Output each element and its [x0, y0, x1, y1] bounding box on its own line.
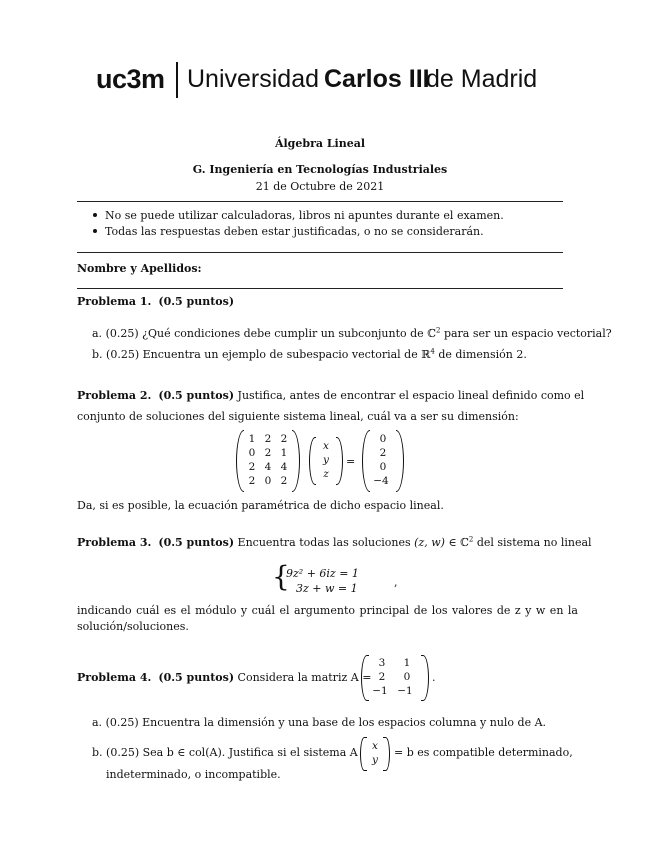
instruction-item: Todas las respuestas deben estar justificadas, o no se considerarán. [93, 225, 484, 239]
problem2-line2: conjunto de soluciones del siguiente sistema lineal, cuál va a ser su dimensión: [77, 410, 519, 423]
problem4-part-b-line2: indeterminado, o incompatible. [106, 768, 281, 781]
problem4-part-b: b. (0.25) Sea b ∈ col(A). Justifica si el sistema A [92, 746, 358, 759]
vector-cell: z [323, 468, 329, 480]
problem4-variable-vector [360, 737, 390, 771]
problem4-part-b-cont: = b es compatible determinado, [394, 746, 573, 759]
exam-title: Álgebra Lineal [274, 137, 366, 150]
equation-1: 9z² + 6iz = 1 [286, 567, 359, 580]
problem3-line1: Problema 3. (0.5 puntos) Encuentra todas las soluciones (z, w) ∈ ℂ$^2$ del sistema no lineal [77, 535, 592, 549]
problem4-heading: Problema 4. (0.5 puntos) Considera la matriz A = [77, 671, 372, 684]
problem4-part-a: a. (0.25) Encuentra la dimensión y una base de los espacios columna y nulo de A. [92, 716, 547, 729]
logo-university-suffix: de Madrid [426, 65, 538, 93]
matrix-cell: 2 [264, 447, 272, 459]
matrix-cell: 2 [248, 475, 256, 487]
right-paren [336, 437, 343, 485]
matrix-cell: 4 [280, 461, 288, 473]
problem3-system [272, 560, 412, 599]
problem2-rhs-vector [362, 430, 404, 492]
matrix-cell: 1 [280, 447, 288, 459]
problem2-line1: Problema 2. (0.5 puntos) Justifica, antes de encontrar el espacio lineal definido como el [77, 389, 585, 402]
matrix-cell: 2 [280, 475, 288, 487]
vector-cell: x [372, 740, 378, 752]
equation-2: 3z + w = 1 [296, 582, 358, 595]
matrix-cell: 3 [378, 657, 386, 669]
right-paren [292, 430, 300, 492]
divider-middle [77, 252, 563, 253]
system-comma: , [394, 576, 398, 589]
matrix-cell: 2 [248, 461, 256, 473]
vector-cell: y [372, 754, 378, 766]
right-paren [421, 655, 429, 701]
problem1-part-b: b. (0.25) Encuentra un ejemplo de subespacio vectorial de ℝ$^4$ de dimensión 2. [92, 347, 527, 361]
vector-cell: −4 [373, 475, 389, 487]
right-paren [383, 737, 390, 771]
name-label: Nombre y Apellidos: [77, 262, 202, 275]
matrix-cell: 0 [264, 475, 272, 487]
exam-degree: G. Ingeniería en Tecnologías Industriales [192, 163, 448, 176]
left-paren [361, 655, 369, 701]
problem2-after: Da, si es posible, la ecuación paramétrica de dicho espacio lineal. [77, 499, 444, 512]
matrix-cell: 2 [264, 433, 272, 445]
problem3-after-line1: indicando cuál es el módulo y cuál el argumento principal de los valores de z y w en la [77, 604, 578, 617]
vector-cell: x [323, 440, 329, 452]
problem4-period: . [432, 671, 436, 684]
university-logo [96, 60, 556, 100]
problem3-after-line2: solución/soluciones. [77, 620, 189, 633]
instruction-item: No se puede utilizar calculadoras, libros ni apuntes durante el examen. [93, 209, 504, 223]
matrix-cell: 1 [403, 657, 411, 669]
matrix-cell: 2 [280, 433, 288, 445]
vector-cell: 0 [379, 433, 387, 445]
vector-cell: y [323, 454, 329, 466]
matrix-cell: 1 [248, 433, 256, 445]
divider-bottom [77, 288, 563, 289]
right-paren [396, 430, 404, 492]
left-brace: { [272, 560, 290, 593]
vector-cell: 0 [379, 461, 387, 473]
vector-cell: 2 [379, 447, 387, 459]
left-paren [309, 437, 316, 485]
left-paren [362, 430, 370, 492]
problem4-matrix-a [361, 655, 429, 701]
problem1-part-a: a. (0.25) ¿Qué condiciones debe cumplir un subconjunto de ℂ$^2$ para ser un espacio vectorial? [92, 326, 612, 340]
matrix-cell: −1 [397, 685, 413, 697]
matrix-cell: 4 [264, 461, 272, 473]
problem2-coefficient-matrix [236, 430, 300, 492]
equals-sign: = [346, 455, 356, 468]
matrix-cell: −1 [372, 685, 388, 697]
matrix-cell: 0 [248, 447, 256, 459]
problem2-variable-vector [309, 437, 343, 485]
matrix-cell: 2 [378, 671, 386, 683]
logo-divider [176, 62, 178, 98]
logo-university-prefix: Universidad [187, 65, 320, 93]
divider-top [77, 201, 563, 202]
matrix-cell: 0 [403, 671, 411, 683]
exam-date: 21 de Octubre de 2021 [255, 180, 385, 193]
problem1-heading: Problema 1. (0.5 puntos) [77, 295, 235, 308]
bullet-icon [93, 229, 97, 233]
logo-university-name: Carlos III [324, 65, 430, 93]
bullet-icon [93, 213, 97, 217]
logo-uc3m: uc3m [96, 64, 165, 94]
